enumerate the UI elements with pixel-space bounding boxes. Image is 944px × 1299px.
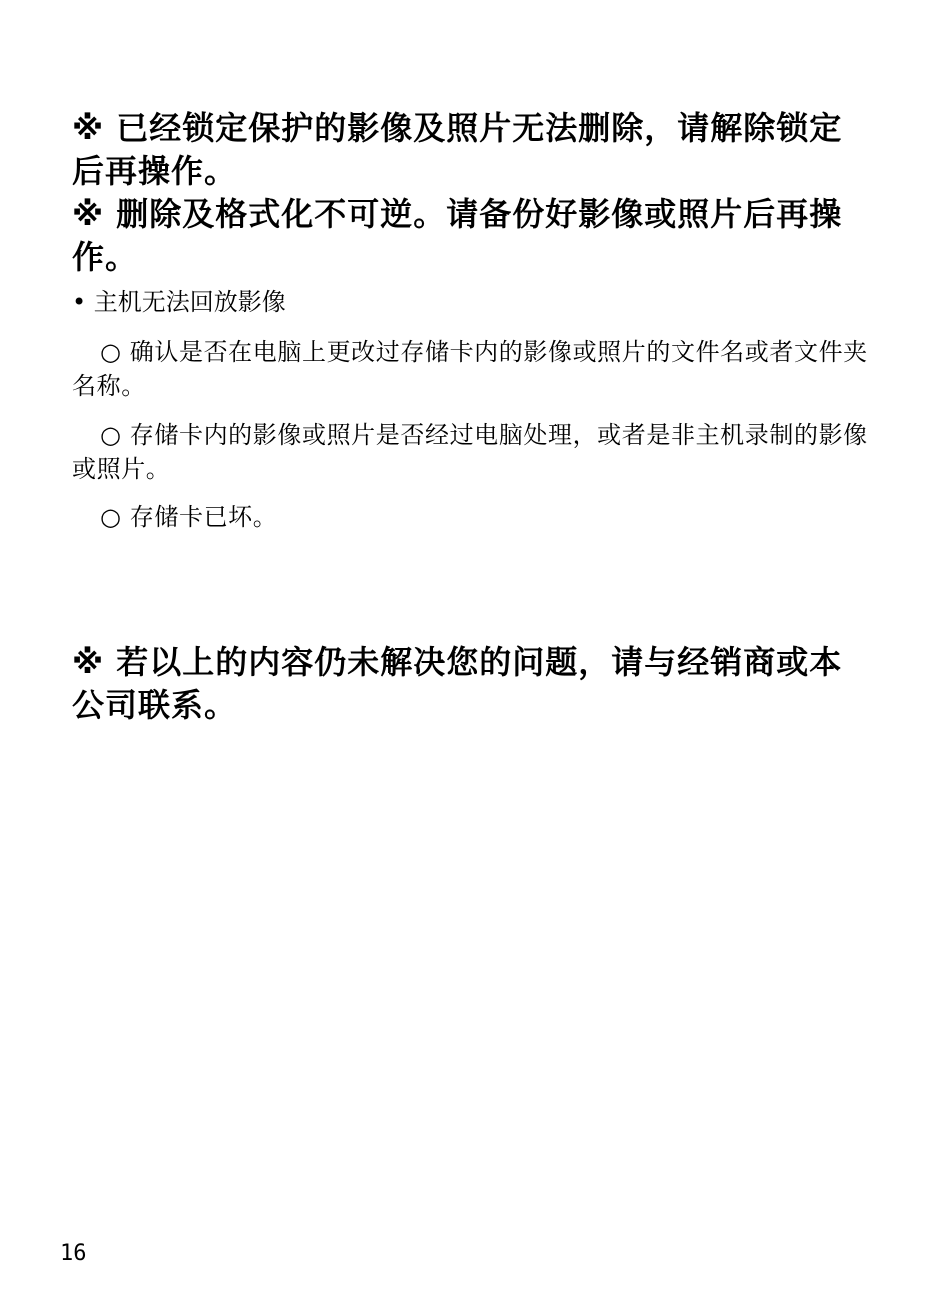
irreversible-delete-notice: ※ 删除及格式化不可逆。请备份好影像或照片后再操作。: [72, 195, 843, 276]
cause-text: ○ 存储卡内的影像或照片是否经过电脑处理，或者是非主机录制的影像或照片。: [72, 421, 868, 483]
cause-item-edited-files: [72, 418, 872, 486]
cause-text: ○ 确认是否在电脑上更改过存储卡内的影像或照片的文件名或者文件夹名称。: [72, 338, 868, 400]
cause-text: ○ 存储卡已坏。: [100, 503, 278, 531]
page-number: 16: [60, 1241, 87, 1266]
cause-item-renamed-files: [72, 335, 872, 403]
cause-item-damaged-card: [72, 500, 872, 534]
contact-dealer-notice: ※ 若以上的内容仍未解决您的问题，请与经销商或本公司联系。: [72, 643, 843, 724]
locked-files-notice: ※ 已经锁定保护的影像及照片无法删除，请解除锁定后再操作。: [72, 109, 843, 190]
playback-issue-heading: • 主机无法回放影像: [72, 288, 286, 316]
